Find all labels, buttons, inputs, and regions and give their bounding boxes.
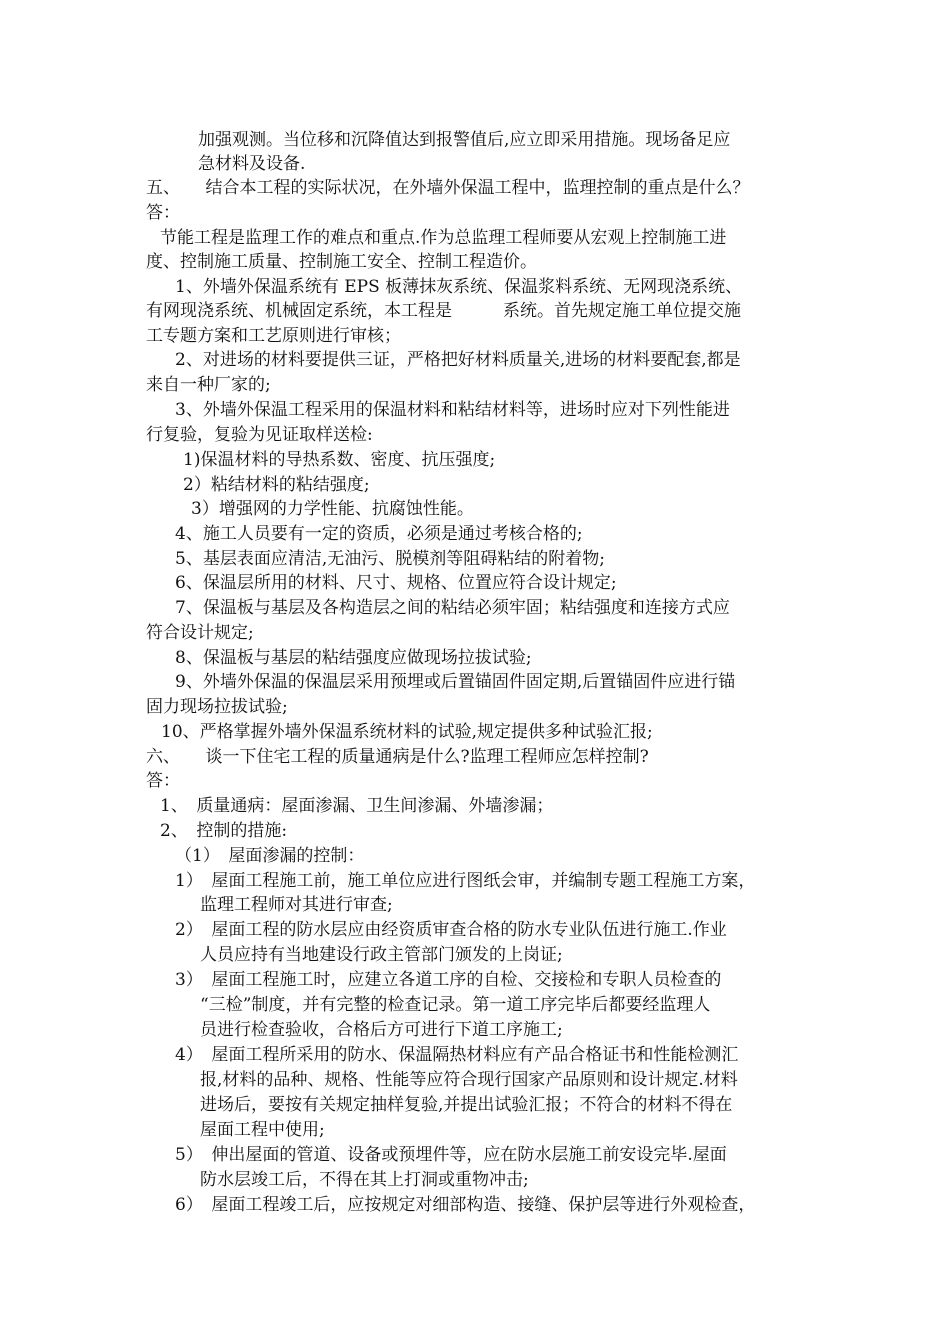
list-item: 1、外墙外保温系统有 EPS 板薄抹灰系统、保温浆料系统、无网现浇系统、 [175,277,743,297]
text-line: 人员应持有当地建设行政主管部门颁发的上岗证; [200,945,563,965]
sub-heading: （1） 屋面渗漏的控制： [175,846,365,866]
text-line: 屋面工程中使用; [200,1120,325,1140]
numbered-item: 5） 伸出屋面的管道、设备或预埋件等，应在防水层施工前安设完毕.屋面 [175,1145,727,1165]
text-line: 加强观测。当位移和沉降值达到报警值后,应立即采用措施。现场备足应 [198,130,731,150]
numbered-item: 4） 屋面工程所采用的防水、保温隔热材料应有产品合格证书和性能检测汇 [175,1045,739,1065]
list-item: 2、 控制的措施: [160,821,288,841]
list-item: 2、对进场的材料要提供三证，严格把好材料质量关,进场的材料要配套,都是 [175,350,741,370]
text-line: “三检”制度，并有完整的检查记录。第一道工序完毕后都要经监理人 [200,995,711,1015]
sub-list-item: 1)保温材料的导热系数、密度、抗压强度; [183,450,496,470]
list-item: 7、保温板与基层及各构造层之间的粘结必须牢固；粘结强度和连接方式应 [175,598,730,618]
text-line: 报,材料的品种、规格、性能等应符合现行国家产品原则和设计规定.材料 [200,1070,738,1090]
list-item: 10、严格掌握外墙外保温系统材料的试验,规定提供多种试验汇报; [161,722,653,742]
list-item: 6、保温层所用的材料、尺寸、规格、位置应符合设计规定; [175,573,617,593]
text-line: 进场后，要按有关规定抽样复验,并提出试验汇报；不符合的材料不得在 [200,1095,733,1115]
text-line: 监理工程师对其进行审查; [200,895,393,915]
text-line: 节能工程是监理工作的难点和重点.作为总监理工程师要从宏观上控制施工进 [160,228,727,248]
text-line: 急材料及设备. [198,154,306,174]
text-line: 度、控制施工质量、控制施工安全、控制工程造价。 [146,252,537,272]
numbered-item: 1） 屋面工程施工前，施工单位应进行图纸会审，并编制专题工程施工方案， [175,871,756,891]
list-item: 3、外墙外保温工程采用的保温材料和粘结材料等，进场时应对下列性能进 [175,400,730,420]
section-heading: 五、 结合本工程的实际状况，在外墙外保温工程中，监理控制的重点是什么？ [146,178,750,198]
numbered-item: 3） 屋面工程施工时，应建立各道工序的自检、交接检和专职人员检查的 [175,970,722,990]
numbered-item: 2） 屋面工程的防水层应由经资质审查合格的防水专业队伍进行施工.作业 [175,920,727,940]
text-line: 防水层竣工后，不得在其上打洞或重物冲击; [200,1170,529,1190]
list-item: 1、 质量通病：屋面渗漏、卫生间渗漏、外墙渗漏； [160,796,554,816]
text-line: 固力现场拉拔试验; [146,697,288,717]
text-line: 来自一种厂家的; [146,375,271,395]
list-item: 5、基层表面应清洁,无油污、脱模剂等阻碍粘结的附着物; [175,549,605,569]
answer-label: 答： [146,771,180,791]
answer-label: 答： [146,203,180,223]
sub-list-item: 3）增强网的力学性能、抗腐蚀性能。 [191,499,474,519]
numbered-item: 6） 屋面工程竣工后，应按规定对细部构造、接缝、保护层等进行外观检查， [175,1195,756,1215]
text-line: 员进行检查验收，合格后方可进行下道工序施工; [200,1020,563,1040]
list-item: 4、施工人员要有一定的资质，必须是通过考核合格的; [175,524,583,544]
text-line: 符合设计规定; [146,623,254,643]
list-item: 9、外墙外保温的保温层采用预埋或后置锚固件固定期,后置锚固件应进行锚 [175,672,736,692]
section-heading: 六、 谈一下住宅工程的质量通病是什么?监理工程师应怎样控制? [146,747,649,767]
text-line: 行复验，复验为见证取样送检: [146,425,373,445]
text-line: 有网现浇系统、机械固定系统，本工程是 系统。首先规定施工单位提交施 [146,301,741,321]
list-item: 8、保温板与基层的粘结强度应做现场拉拔试验; [175,648,532,668]
sub-list-item: 2）粘结材料的粘结强度; [183,475,370,495]
text-line: 工专题方案和工艺原则进行审核； [146,326,401,346]
